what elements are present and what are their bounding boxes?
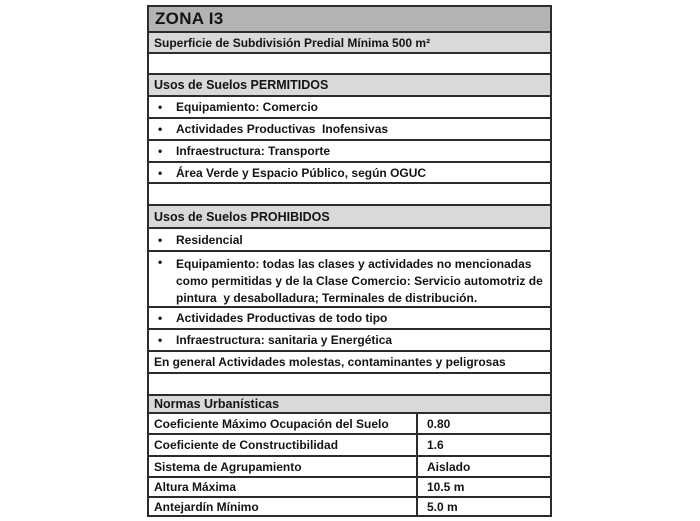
permitted-header: Usos de Suelos PERMITIDOS (154, 78, 329, 92)
bullet-icon: • (158, 122, 163, 136)
normas-row (149, 414, 550, 435)
permitted-item-text: Infraestructura: Transporte (176, 144, 331, 158)
permitted-header-row (149, 75, 550, 97)
bullet-icon: • (158, 232, 163, 247)
prohibited-item-row (149, 308, 550, 330)
prohibited-header-row (149, 206, 550, 229)
normas-label: Sistema de Agrupamiento (149, 457, 418, 476)
bullet-icon: • (158, 333, 163, 347)
normas-label: Antejardín Mínimo (149, 498, 418, 515)
normas-row (149, 457, 550, 478)
prohibited-note-row (149, 352, 550, 374)
prohibited-item-row (149, 229, 550, 252)
permitted-item-row (149, 163, 550, 184)
prohibited-item-text: Residencial (176, 232, 243, 247)
bullet-icon: • (158, 255, 163, 269)
prohibited-item-row (149, 330, 550, 352)
normas-value: 1.6 (427, 438, 444, 452)
normas-row (149, 478, 550, 498)
zoning-table (147, 5, 552, 517)
prohibited-item-text: Actividades Productivas de todo tipo (176, 311, 388, 325)
bullet-icon: • (158, 100, 163, 114)
permitted-item-text: Área Verde y Espacio Público, según OGUC (176, 165, 427, 180)
normas-value: 5.0 m (427, 499, 458, 514)
prohibited-header: Usos de Suelos PROHIBIDOS (154, 209, 330, 224)
zone-title-row (149, 7, 550, 33)
zone-title: ZONA I3 (155, 9, 224, 28)
prohibited-item-row (149, 252, 550, 308)
bullet-icon: • (158, 144, 163, 158)
prohibited-item-text: Equipamiento: todas las clases y actividades no mencionadas como permitidas y de la Clase Comercio: Servicio automotriz de pintura y desabolladura; Terminales de distribución. (176, 257, 547, 305)
bullet-icon: • (158, 165, 163, 180)
prohibited-note: En general Actividades molestas, contaminantes y peligrosas (154, 355, 506, 369)
permitted-item-text: Actividades Productivas Inofensivas (176, 122, 389, 136)
permitted-item-row (149, 141, 550, 163)
normas-value: 10.5 m (427, 480, 465, 494)
min-subdivision-text: Superficie de Subdivisión Predial Mínima 500 m² (154, 35, 431, 50)
normas-row (149, 498, 550, 515)
normas-label: Coeficiente de Constructibilidad (149, 435, 418, 455)
bullet-icon: • (158, 311, 163, 325)
permitted-item-row (149, 97, 550, 119)
normas-row (149, 435, 550, 457)
normas-header: Normas Urbanísticas (154, 397, 280, 411)
permitted-item-text: Equipamiento: Comercio (176, 100, 319, 114)
spacer-row (149, 374, 550, 396)
normas-label: Altura Máxima (149, 478, 418, 496)
min-subdivision-row (149, 33, 550, 54)
normas-label: Coeficiente Máximo Ocupación del Suelo (149, 414, 418, 433)
spacer-row (149, 54, 550, 75)
prohibited-item-text: Infraestructura: sanitaria y Energética (176, 333, 393, 347)
normas-header-row (149, 396, 550, 414)
normas-value: Aislado (427, 459, 471, 474)
permitted-item-row (149, 119, 550, 141)
normas-value: 0.80 (427, 416, 451, 431)
spacer-row (149, 184, 550, 206)
